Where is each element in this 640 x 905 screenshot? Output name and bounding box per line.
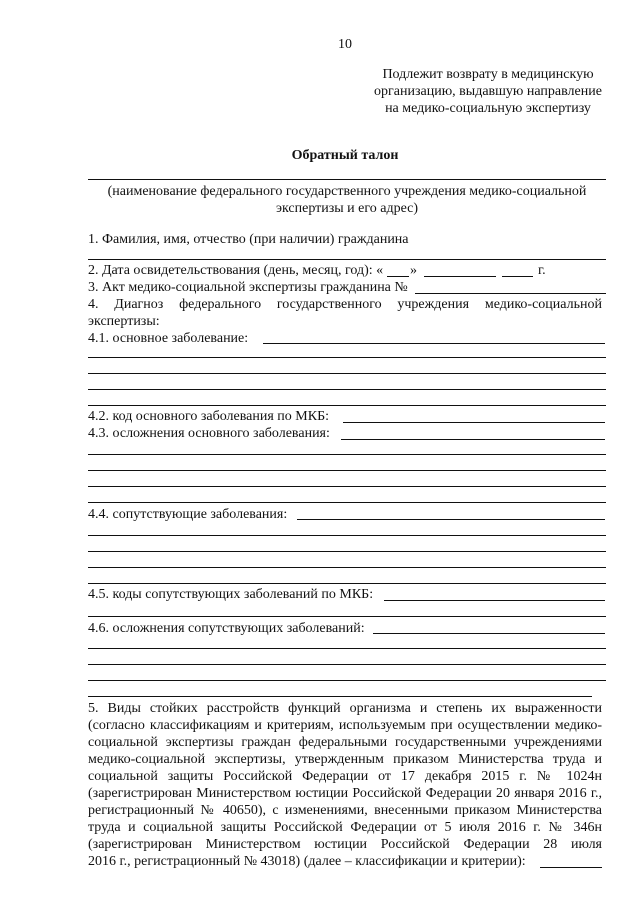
item-5-line-8: труда и социальной защиты Российской Федерации от 5 июля 2016 г. № 346н: [88, 820, 602, 835]
item-5-line-5: социальной защиты Российской Федерации от 17 декабря 2015 г. № 1024н: [88, 769, 602, 784]
comorbidity-complications-field[interactable]: [373, 633, 605, 634]
comorbidity-complications-line[interactable]: [88, 648, 606, 649]
comorbidities-icd-field[interactable]: [384, 600, 605, 601]
comorbidities-line[interactable]: [88, 567, 606, 568]
return-note-line-2: организацию, выдавшую направление: [374, 84, 602, 99]
item-2-label: 2. Дата освидетельствования (день, месяц, год): «: [88, 263, 384, 278]
comorbidities-icd-line[interactable]: [88, 616, 606, 617]
page-title: Обратный талон: [291, 148, 399, 163]
exam-month-field[interactable]: [424, 276, 496, 277]
comorbidities-line[interactable]: [88, 583, 606, 584]
item-4-line-2: экспертизы:: [88, 314, 160, 329]
main-complications-line[interactable]: [88, 454, 606, 455]
main-complications-field[interactable]: [341, 439, 605, 440]
item-5-line-4: медико-социальной экспертизы, утвержденным приказом Министерства труда и: [88, 752, 602, 767]
return-note-line-3: на медико-социальную экспертизу: [385, 101, 591, 116]
item-4-5-label: 4.5. коды сопутствующих заболеваний по МКБ:: [88, 587, 374, 602]
item-4-6-label: 4.6. осложнения сопутствующих заболеваний:: [88, 621, 365, 636]
comorbidities-line[interactable]: [88, 535, 606, 536]
page-number: 10: [338, 37, 352, 52]
comorbidity-complications-line[interactable]: [88, 664, 606, 665]
main-disease-line[interactable]: [88, 389, 606, 390]
act-number-field[interactable]: [415, 293, 606, 294]
comorbidity-complications-line[interactable]: [88, 696, 592, 697]
item-5-line-1: 5. Виды стойких расстройств функций организма и степень их выраженности: [88, 701, 602, 716]
exam-day-field[interactable]: [387, 276, 409, 277]
item-5-line-9: (зарегистрирован Министерством юстиции Российской Федерации 28 июля: [88, 837, 602, 852]
item-2-quote-close: »: [410, 263, 417, 278]
item-4-4-label: 4.4. сопутствующие заболевания:: [88, 507, 288, 522]
item-5-line-10: 2016 г., регистрационный № 43018) (далее – классификации и критерии):: [88, 854, 526, 869]
item-5-line-7: регистрационный № 40650), с изменениями, внесенными приказом Министерства: [88, 803, 602, 818]
item-4-1-label: 4.1. основное заболевание:: [88, 331, 249, 346]
item-5-line-6: (зарегистрирован Министерством юстиции Российской Федерации 20 января 2016 г.,: [88, 786, 602, 801]
institution-fill-line[interactable]: [88, 179, 606, 180]
item-3-label: 3. Акт медико-социальной экспертизы гражданина №: [88, 280, 408, 295]
comorbidity-complications-line[interactable]: [88, 680, 606, 681]
main-disease-field[interactable]: [263, 343, 605, 344]
item-5-line-3: социальной экспертизы граждан федеральными государственными учреждениями: [88, 735, 602, 750]
disorders-field[interactable]: [540, 867, 602, 868]
item-5-line-2: (согласно классификациям и критериям, используемым при осуществлении медико-: [88, 718, 602, 733]
item-4-3-label: 4.3. осложнения основного заболевания:: [88, 426, 330, 441]
main-complications-line[interactable]: [88, 502, 606, 503]
main-complications-line[interactable]: [88, 470, 606, 471]
institution-caption-line-2: экспертизы и его адрес): [275, 201, 419, 216]
item-1-label: 1. Фамилия, имя, отчество (при наличии) гражданина: [88, 232, 409, 247]
item-4-line-1: 4. Диагноз федерального государственного учреждения медико-социальной: [88, 297, 602, 312]
institution-caption-line-1: (наименование федерального государственного учреждения медико-социальной: [107, 184, 587, 199]
item-2-year-suffix: г.: [538, 263, 546, 278]
main-complications-line[interactable]: [88, 486, 606, 487]
item-4-2-label: 4.2. код основного заболевания по МКБ:: [88, 409, 330, 424]
exam-year-field[interactable]: [502, 276, 533, 277]
return-note-line-1: Подлежит возврату в медицинскую: [382, 67, 594, 82]
full-name-field[interactable]: [88, 259, 606, 260]
main-disease-line[interactable]: [88, 373, 606, 374]
main-disease-line[interactable]: [88, 405, 606, 406]
comorbidities-field[interactable]: [297, 519, 605, 520]
comorbidities-line[interactable]: [88, 551, 606, 552]
main-disease-icd-field[interactable]: [343, 422, 605, 423]
main-disease-line[interactable]: [88, 357, 606, 358]
